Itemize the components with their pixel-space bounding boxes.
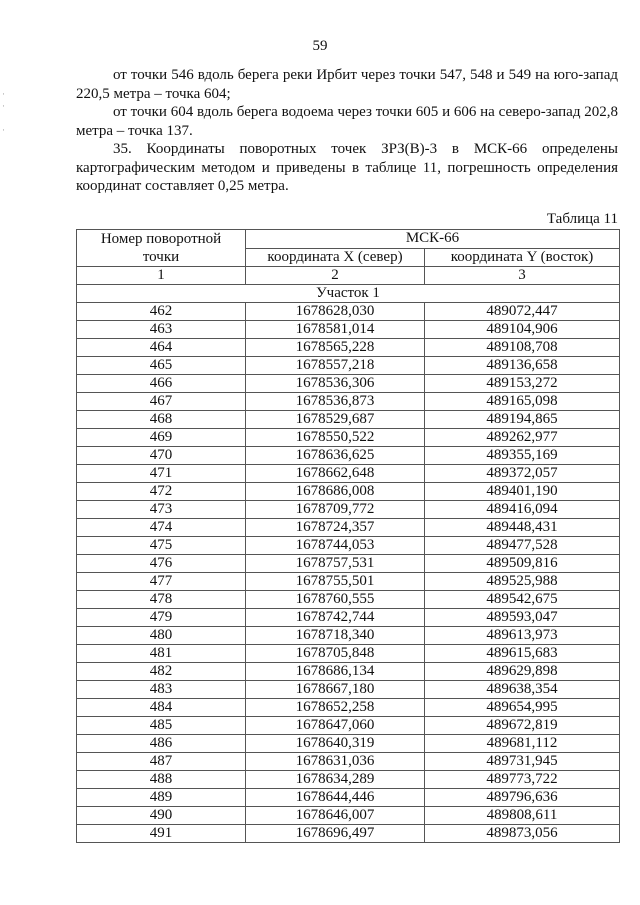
coord-x-cell: 1678647,060	[246, 717, 425, 735]
coord-y-cell: 489477,528	[425, 537, 620, 555]
table-row	[77, 357, 620, 375]
coord-x-cell: 1678757,531	[246, 555, 425, 573]
point-number-cell: 488	[77, 771, 246, 789]
coord-x-cell: 1678686,134	[246, 663, 425, 681]
point-number-cell: 474	[77, 519, 246, 537]
coord-x-cell: 1678557,218	[246, 357, 425, 375]
coord-x-cell: 1678550,522	[246, 429, 425, 447]
coord-y-cell: 489542,675	[425, 591, 620, 609]
coord-y-cell: 489629,898	[425, 663, 620, 681]
table-row	[77, 447, 620, 465]
section-label: Участок 1	[77, 285, 620, 303]
paragraph-1: от точки 546 вдоль берега реки Ирбит через точки 547, 548 и 549 на юго-запад 220,5 метра – точка 604;	[76, 67, 618, 102]
point-number-cell: 468	[77, 411, 246, 429]
point-number-cell: 472	[77, 483, 246, 501]
point-number-cell: 462	[77, 303, 246, 321]
coord-y-cell: 489136,658	[425, 357, 620, 375]
header-coord-y: координата Y (восток)	[425, 248, 620, 267]
coord-x-cell: 1678631,036	[246, 753, 425, 771]
coord-x-cell: 1678686,008	[246, 483, 425, 501]
point-number-cell: 481	[77, 645, 246, 663]
coord-y-cell: 489153,272	[425, 375, 620, 393]
point-number-cell: 466	[77, 375, 246, 393]
coord-x-cell: 1678634,289	[246, 771, 425, 789]
table-row	[77, 465, 620, 483]
point-number-cell: 490	[77, 807, 246, 825]
coord-x-cell: 1678742,744	[246, 609, 425, 627]
table-row	[77, 411, 620, 429]
coord-x-cell: 1678628,030	[246, 303, 425, 321]
point-number-cell: 469	[77, 429, 246, 447]
coord-x-cell: 1678529,687	[246, 411, 425, 429]
coord-y-cell: 489401,190	[425, 483, 620, 501]
coord-y-cell: 489108,708	[425, 339, 620, 357]
coord-y-cell: 489262,977	[425, 429, 620, 447]
coord-x-cell: 1678652,258	[246, 699, 425, 717]
point-number-cell: 487	[77, 753, 246, 771]
coord-x-cell: 1678755,501	[246, 573, 425, 591]
coord-x-cell: 1678744,053	[246, 537, 425, 555]
point-number-cell: 476	[77, 555, 246, 573]
point-number-cell: 473	[77, 501, 246, 519]
header-point-number-label: Номер поворотной точки	[100, 231, 222, 265]
point-number-cell: 478	[77, 591, 246, 609]
table-header-row	[77, 230, 620, 249]
coord-y-cell: 489672,819	[425, 717, 620, 735]
coord-y-cell: 489448,431	[425, 519, 620, 537]
coord-y-cell: 489355,169	[425, 447, 620, 465]
coord-y-cell: 489165,098	[425, 393, 620, 411]
coord-y-cell: 489654,995	[425, 699, 620, 717]
coord-x-cell: 1678565,228	[246, 339, 425, 357]
table-row	[77, 555, 620, 573]
paragraph-2: от точки 604 вдоль берега водоема через точки 605 и 606 на северо-запад 202,8 метра – точка 137.	[76, 104, 618, 139]
coord-y-cell: 489808,611	[425, 807, 620, 825]
table-row	[77, 303, 620, 321]
table-row	[77, 645, 620, 663]
coord-x-cell: 1678640,319	[246, 735, 425, 753]
coord-y-cell: 489873,056	[425, 825, 620, 843]
coord-x-cell: 1678667,180	[246, 681, 425, 699]
coord-y-cell: 489072,447	[425, 303, 620, 321]
point-number-cell: 475	[77, 537, 246, 555]
table-row	[77, 375, 620, 393]
table-row	[77, 699, 620, 717]
coord-y-cell: 489372,057	[425, 465, 620, 483]
table-row	[77, 753, 620, 771]
coord-y-cell: 489638,354	[425, 681, 620, 699]
coord-y-cell: 489416,094	[425, 501, 620, 519]
point-number-cell: 486	[77, 735, 246, 753]
point-number-cell: 477	[77, 573, 246, 591]
table-row	[77, 717, 620, 735]
coord-y-cell: 489681,112	[425, 735, 620, 753]
table-row	[77, 501, 620, 519]
point-number-cell: 489	[77, 789, 246, 807]
coord-x-cell: 1678760,555	[246, 591, 425, 609]
coord-y-cell: 489796,636	[425, 789, 620, 807]
coord-y-cell: 489773,722	[425, 771, 620, 789]
table-row	[77, 807, 620, 825]
column-number: 1	[77, 267, 246, 285]
coord-x-cell: 1678536,306	[246, 375, 425, 393]
coord-x-cell: 1678644,446	[246, 789, 425, 807]
coord-y-cell: 489613,973	[425, 627, 620, 645]
column-number: 3	[425, 267, 620, 285]
coord-x-cell: 1678709,772	[246, 501, 425, 519]
table-row	[77, 609, 620, 627]
margin-marks: · · ·	[2, 89, 5, 135]
point-number-cell: 479	[77, 609, 246, 627]
column-number: 2	[246, 267, 425, 285]
coord-y-cell: 489525,988	[425, 573, 620, 591]
coord-y-cell: 489731,945	[425, 753, 620, 771]
coord-x-cell: 1678724,357	[246, 519, 425, 537]
page-number: 59	[312, 38, 328, 54]
body-text	[76, 66, 618, 196]
table-row	[77, 627, 620, 645]
table-caption: Таблица 11	[546, 211, 618, 227]
section-row	[77, 285, 620, 303]
coordinates-table	[76, 229, 620, 843]
coord-x-cell: 1678636,625	[246, 447, 425, 465]
point-number-cell: 483	[77, 681, 246, 699]
header-system: МСК-66	[246, 230, 620, 249]
coord-x-cell: 1678536,873	[246, 393, 425, 411]
point-number-cell: 480	[77, 627, 246, 645]
point-number-cell: 484	[77, 699, 246, 717]
coord-x-cell: 1678718,340	[246, 627, 425, 645]
point-number-cell: 465	[77, 357, 246, 375]
table-row	[77, 825, 620, 843]
coord-y-cell: 489194,865	[425, 411, 620, 429]
point-number-cell: 471	[77, 465, 246, 483]
table-row	[77, 519, 620, 537]
point-number-cell: 464	[77, 339, 246, 357]
column-number-row	[77, 267, 620, 285]
point-number-cell: 491	[77, 825, 246, 843]
point-number-cell: 470	[77, 447, 246, 465]
table-row	[77, 735, 620, 753]
coord-x-cell: 1678581,014	[246, 321, 425, 339]
coord-x-cell: 1678705,848	[246, 645, 425, 663]
table-row	[77, 771, 620, 789]
point-number-cell: 463	[77, 321, 246, 339]
header-coord-x: координата X (север)	[246, 248, 425, 267]
table-row	[77, 483, 620, 501]
coord-x-cell: 1678646,007	[246, 807, 425, 825]
table-row	[77, 663, 620, 681]
table-row	[77, 681, 620, 699]
coord-y-cell: 489104,906	[425, 321, 620, 339]
coord-x-cell: 1678696,497	[246, 825, 425, 843]
table-row	[77, 321, 620, 339]
coord-y-cell: 489593,047	[425, 609, 620, 627]
point-number-cell: 467	[77, 393, 246, 411]
table-row	[77, 429, 620, 447]
coord-x-cell: 1678662,648	[246, 465, 425, 483]
point-number-cell: 482	[77, 663, 246, 681]
table-row	[77, 591, 620, 609]
table-row	[77, 573, 620, 591]
header-point-number	[77, 230, 246, 267]
point-number-cell: 485	[77, 717, 246, 735]
paragraph-3: 35. Координаты поворотных точек ЗРЗ(В)-3 в МСК-66 определены картографическим методом и приведены в таблице 11, погрешность определения координат составляет 0,25 метра.	[76, 141, 618, 194]
table-row	[77, 537, 620, 555]
table-row	[77, 339, 620, 357]
coord-y-cell: 489615,683	[425, 645, 620, 663]
table-row	[77, 393, 620, 411]
coord-y-cell: 489509,816	[425, 555, 620, 573]
table-row	[77, 789, 620, 807]
